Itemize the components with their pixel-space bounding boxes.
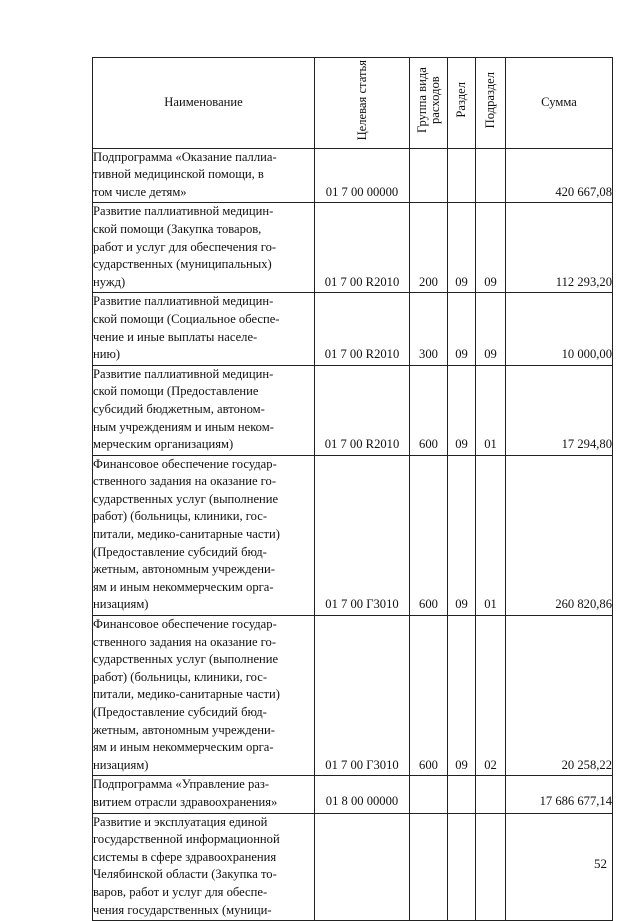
- row-razdel: 09: [448, 365, 476, 455]
- row-code: 01 7 00 Г3010: [315, 616, 410, 776]
- row-group: 200: [410, 203, 448, 293]
- row-razdel: 09: [448, 455, 476, 615]
- table-row: [93, 293, 613, 365]
- row-group: 300: [410, 293, 448, 365]
- row-code: 01 7 00 R2010: [315, 293, 410, 365]
- row-name: Развитие паллиативной медицин- ской помощи (Социальное обеспе- чение и иные выплаты населе- нию): [93, 293, 315, 365]
- row-code: 01 7 00 R2010: [315, 203, 410, 293]
- row-sum: 17 686 677,14: [506, 776, 613, 813]
- header-name: [93, 58, 315, 149]
- row-podrazdel: 02: [476, 616, 506, 776]
- row-name: Подпрограмма «Управление раз- витием отрасли здравоохранения»: [93, 776, 315, 813]
- row-razdel: 09: [448, 203, 476, 293]
- row-code: 01 7 00 R2010: [315, 365, 410, 455]
- table-row: [93, 455, 613, 615]
- table-row: [93, 203, 613, 293]
- row-sum: 20 258,22: [506, 616, 613, 776]
- header-podrazdel-label: Подраздел: [483, 71, 497, 129]
- row-name: Развитие паллиативной медицин- ской помощи (Предоставление субсидий бюджетным, автоном- ным учреждениям и иным неком- мерческим организациям): [93, 365, 315, 455]
- header-sum-label: Сумма: [541, 95, 577, 109]
- row-sum: 17 294,80: [506, 365, 613, 455]
- row-code: 01 7 00 Г3010: [315, 455, 410, 615]
- row-name: Подпрограмма «Оказание паллиа- тивной медицинской помощи, в том числе детям»: [93, 148, 315, 203]
- budget-table: [92, 57, 613, 921]
- row-podrazdel: [476, 776, 506, 813]
- header-razdel: [448, 58, 476, 149]
- row-sum: 260 820,86: [506, 455, 613, 615]
- row-razdel: 09: [448, 293, 476, 365]
- row-sum: 112 293,20: [506, 203, 613, 293]
- row-name: Финансовое обеспечение государ- ственного задания на оказание го- сударственных услуг (выполнение работ) (больницы, клиники, гос- питали, медико-санитарные части) (Предоставление субсидий бюд- жетным, автономным учреждени- ям и иным некоммерческим орга- низациям): [93, 455, 315, 615]
- header-code-label: Целевая статья: [354, 59, 369, 141]
- table-row: [93, 148, 613, 203]
- table-row: [93, 616, 613, 776]
- row-group: [410, 148, 448, 203]
- row-group: [410, 776, 448, 813]
- row-podrazdel: 09: [476, 203, 506, 293]
- row-group: 600: [410, 455, 448, 615]
- row-name: Развитие паллиативной медицин- ской помощи (Закупка товаров, работ и услуг для обеспечения го- сударственных (муниципальных) нужд): [93, 203, 315, 293]
- header-podrazdel: [476, 58, 506, 149]
- row-sum: 10 000,00: [506, 293, 613, 365]
- row-code: [315, 813, 410, 921]
- table-row: [93, 365, 613, 455]
- header-group: [410, 58, 448, 149]
- header-group-label: Группа вида расходов: [414, 67, 442, 133]
- table-row: [93, 776, 613, 813]
- header-name-label: Наименование: [164, 95, 243, 109]
- row-name: Финансовое обеспечение государ- ственного задания на оказание го- сударственных услуг (выполнение работ) (больницы, клиники, гос- питали, медико-санитарные части) (Предоставление субсидий бюд- жетным, автономным учреждени- ям и иным некоммерческим орга- низациям): [93, 616, 315, 776]
- page-number: 52: [594, 856, 607, 871]
- row-name: Развитие и эксплуатация единой государственной информационной системы в сфере здравоохранения Челябинской области (Закупка то- варов, работ и услуг для обеспе- чения государственных (муници-: [93, 813, 315, 921]
- table-header-row: [93, 58, 613, 149]
- row-code: 01 7 00 00000: [315, 148, 410, 203]
- table-row: [93, 813, 613, 921]
- row-sum: 420 667,08: [506, 148, 613, 203]
- row-razdel: [448, 776, 476, 813]
- row-podrazdel: 01: [476, 365, 506, 455]
- header-code: [315, 58, 410, 149]
- row-razdel: [448, 813, 476, 921]
- row-podrazdel: 01: [476, 455, 506, 615]
- row-podrazdel: [476, 148, 506, 203]
- row-code: 01 8 00 00000: [315, 776, 410, 813]
- row-podrazdel: 09: [476, 293, 506, 365]
- row-razdel: 09: [448, 616, 476, 776]
- row-podrazdel: [476, 813, 506, 921]
- header-razdel-label: Раздел: [454, 82, 468, 118]
- row-group: [410, 813, 448, 921]
- header-sum: [506, 58, 613, 149]
- row-group: 600: [410, 365, 448, 455]
- row-group: 600: [410, 616, 448, 776]
- row-razdel: [448, 148, 476, 203]
